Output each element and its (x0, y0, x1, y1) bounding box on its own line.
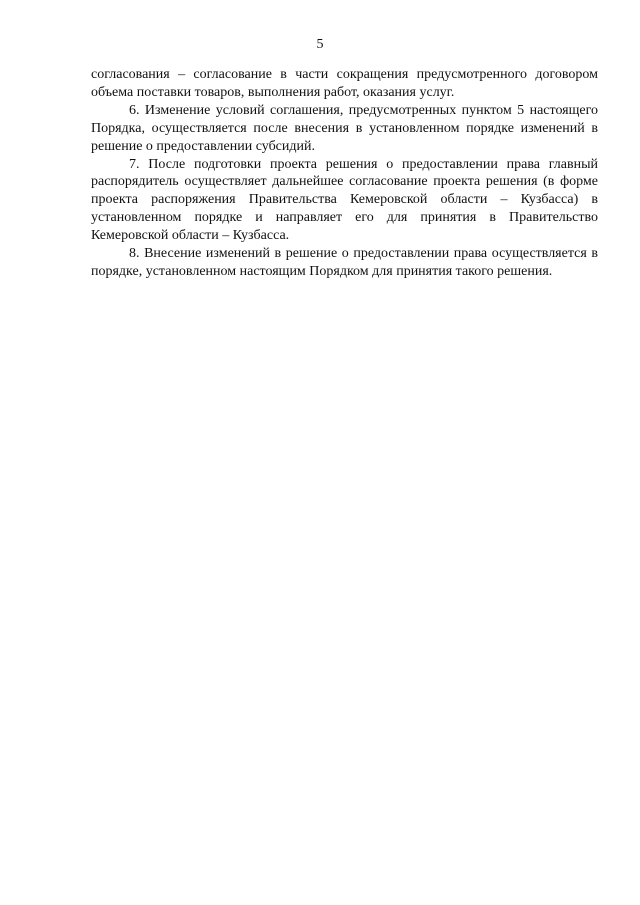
paragraph-item-8: 8. Внесение изменений в решение о предоставлении права осуществляется в порядке, установленном настоящим Порядком для принятия такого решения. (91, 246, 598, 279)
document-body (91, 66, 598, 281)
paragraph-item-6: 6. Изменение условий соглашения, предусмотренных пунктом 5 настоящего Порядка, осуществляется после внесения в установленном порядке изменений в решение о предоставлении субсидий. (91, 102, 598, 154)
page-number: 5 (316, 37, 324, 52)
paragraph-continuation: согласования – согласование в части сокращения предусмотренного договором объема поставки товаров, выполнения работ, оказания услуг. (91, 67, 598, 100)
paragraph-item-7: 7. После подготовки проекта решения о предоставлении права главный распорядитель осуществляет дальнейшее согласование проекта решения (в форме проекта распоряжения Правительства Кемеровской области – Кузбасса) в установленном порядке и направляет его для принятия в Правительство Кемеровской области – Кузбасса. (91, 156, 598, 244)
